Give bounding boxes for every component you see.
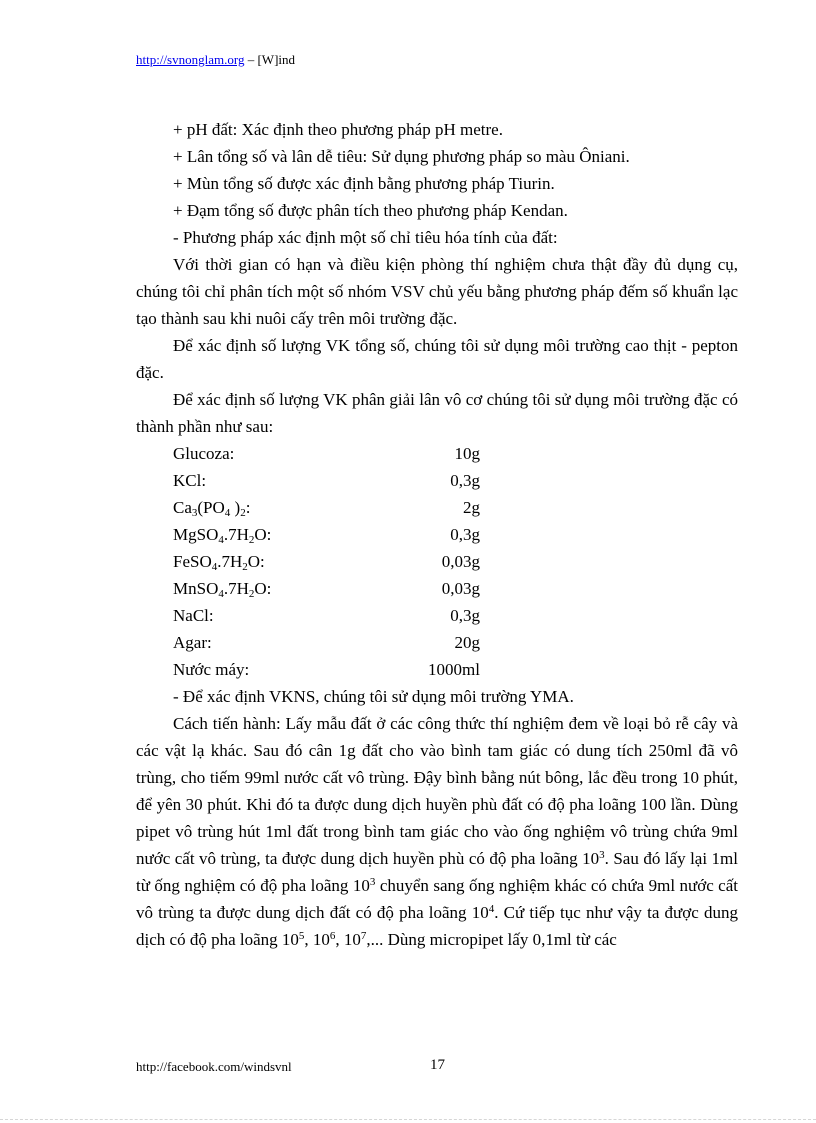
line-vkns: - Để xác định VKNS, chúng tôi sử dụng môi trường YMA. bbox=[173, 687, 574, 706]
ingredient-name: $FeSO_4.7H_2O$: bbox=[173, 552, 265, 573]
page-header bbox=[136, 52, 295, 68]
ingredient-name: $MgSO_4.7H_2O$: bbox=[173, 525, 272, 546]
footer-link[interactable]: http://facebook.com/windsvnl bbox=[136, 1059, 292, 1074]
paragraph-3: Để xác định số lượng VK phân giải lân vô cơ chúng tôi sử dụng môi trường đặc có thành phần như sau: bbox=[136, 390, 738, 436]
line-method: - Phương pháp xác định một số chỉ tiêu hóa tính của đất: bbox=[173, 228, 558, 247]
ingredient-name: $Ca_3(PO_4$ )$_2$: bbox=[173, 498, 251, 519]
ingredient-amount: 0,3g bbox=[450, 525, 480, 544]
document-body bbox=[136, 116, 738, 953]
line-dam: + Đạm tổng số được phân tích theo phương pháp Kendan. bbox=[173, 201, 568, 220]
ingredient-amount: 0,3g bbox=[450, 471, 480, 490]
recipe-row-kcl bbox=[136, 467, 738, 494]
paragraph-1: Với thời gian có hạn và điều kiện phòng thí nghiệm chưa thật đầy đủ dụng cụ, chúng tôi chỉ phân tích một số nhóm VSV chủ yếu bằng phương pháp đếm số khuẩn lạc tạo thành sau khi nuôi cấy trên môi trường đặc. bbox=[136, 255, 738, 328]
recipe-row-glucose bbox=[136, 440, 738, 467]
paragraph-2: Để xác định số lượng VK tổng số, chúng tôi sử dụng môi trường cao thịt - pepton đặc. bbox=[136, 336, 738, 382]
ingredient-name: Nước máy: bbox=[173, 660, 250, 679]
ingredient-amount: 0,3g bbox=[450, 606, 480, 625]
page-number: 17 bbox=[430, 1057, 445, 1073]
recipe-row-mnso4 bbox=[136, 575, 738, 602]
recipe-row-nacl bbox=[136, 602, 738, 629]
ingredient-amount: 10g bbox=[454, 444, 480, 463]
line-ph: + pH đất: Xác định theo phương pháp pH metre. bbox=[173, 120, 503, 139]
paragraph-procedure: Cách tiến hành: Lấy mẫu đất ở các công thức thí nghiệm đem về loại bỏ rễ cây và các vật lạ khác. Sau đó cân 1g đất cho vào bình tam giác có dung tích 250ml đã vô trùng, cho tiếm 99ml nước cất vô trùng. Đậy bình bằng nút bông, lắc đều trong 10 phút, để yên 30 phút. Khi đó ta được dung dịch huyền phù đất có độ pha loãng 100 lần. Dùng pipet vô trùng hút 1ml đất trong bình tam giác cho vào ống nghiệm vô trùng chứa 9ml nước cất vô trùng, ta được dung dịch huyền phù có độ pha loãng $10^3$. Sau đó lấy lại 1ml từ ống nghiệm có độ pha loãng $10^3$ chuyển sang ống nghiệm khác có chứa 9ml nước cất vô trùng ta được dung dịch đất có độ pha loãng $10^4$. Cứ tiếp tục như vậy ta được dung dịch có độ pha loãng $10^5$, $10^6$, $10^7$,... Dùng micropipet lấy 0,1ml từ các bbox=[136, 714, 738, 949]
line-mun: + Mùn tổng số được xác định bằng phương pháp Tiurin. bbox=[173, 174, 555, 193]
ingredient-name: $MnSO_4.7H_2O$: bbox=[173, 579, 272, 600]
ingredient-amount: 20g bbox=[454, 633, 480, 652]
ingredient-name: NaCl: bbox=[173, 606, 214, 625]
ingredient-amount: 1000ml bbox=[428, 660, 480, 679]
header-link[interactable]: http://svnonglam.org bbox=[136, 52, 245, 67]
recipe-row-mgso4 bbox=[136, 521, 738, 548]
ingredient-amount: 0,03g bbox=[441, 579, 480, 598]
line-lan: + Lân tổng số và lân dễ tiêu: Sử dụng phương pháp so màu Ôniani. bbox=[173, 147, 630, 166]
ingredient-amount: 2g bbox=[463, 498, 480, 517]
header-suffix: – [W]ind bbox=[244, 52, 296, 67]
recipe-row-ca bbox=[136, 494, 738, 521]
ingredient-name: Agar: bbox=[173, 633, 212, 652]
ingredient-amount: 0,03g bbox=[441, 552, 480, 571]
recipe-row-agar bbox=[136, 629, 738, 656]
page-bottom-edge bbox=[0, 1119, 816, 1120]
ingredient-name: Glucoza: bbox=[173, 444, 235, 463]
recipe-row-feso4 bbox=[136, 548, 738, 575]
ingredient-name: KCl: bbox=[173, 471, 207, 490]
recipe-row-water bbox=[136, 656, 738, 683]
